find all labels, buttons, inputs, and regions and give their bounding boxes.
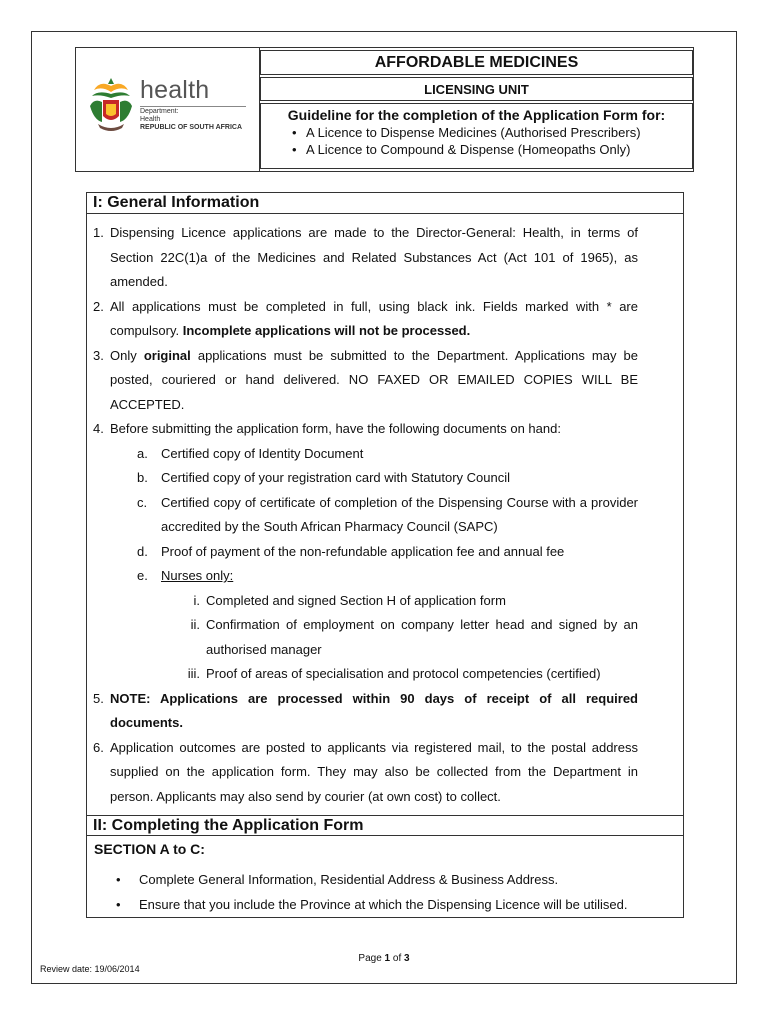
sub-item — [110, 540, 638, 565]
sub-item-letter: d. — [137, 543, 148, 559]
item-number: 3. — [93, 347, 104, 363]
item-number: 4. — [93, 421, 104, 436]
logo-department-label: Department: — [140, 108, 179, 115]
list-item — [93, 687, 638, 736]
content-box — [86, 192, 684, 918]
licence-item: • A Licence to Dispense Medicines (Authorised Prescribers) — [261, 124, 692, 141]
item-text: Dispensing Licence applications are made to the Director-General: Health, in terms of Section 22C(1)a of the Medicines and Related Substances Act (Act 101 of 1965), as amended. — [110, 225, 638, 289]
list-item — [93, 221, 638, 295]
guideline-title: Guideline for the completion of the Application Form for: — [287, 107, 666, 123]
sub-item — [110, 466, 638, 491]
nurses-item-number: ii. — [190, 617, 200, 632]
item-text: applications must be submitted to the Department. Applications may be posted, couriered or hand delivered. NO FAXED OR EMAILED COPIES WILL BE ACCEPTED. — [110, 347, 638, 412]
sub-item-letter: a. — [137, 445, 148, 461]
logo-department-name: Health — [140, 116, 161, 123]
nurses-item-number: i. — [193, 592, 200, 608]
page-prefix: Page — [358, 953, 385, 964]
nurses-item — [110, 589, 638, 614]
sub-item-letter: e. — [137, 568, 148, 583]
item-number: 5. — [93, 690, 104, 706]
document-header — [75, 47, 694, 172]
review-date: Review date: 19/06/2014 — [40, 964, 140, 974]
nurses-only-label: Nurses only: — [161, 568, 234, 583]
licence-list — [261, 124, 692, 158]
sub-item — [110, 564, 638, 589]
bullet-item: • Ensure that you include the Province at which the Dispensing Licence will be utilised. — [139, 897, 628, 912]
sub-item-letter: c. — [137, 494, 148, 510]
item-text: Only — [110, 347, 144, 363]
nurses-item — [110, 662, 638, 687]
item-emphasis: original — [143, 347, 191, 363]
section-a-to-c-heading: SECTION A to C: — [94, 841, 205, 857]
sub-item-text: Certified copy of Identity Document — [161, 445, 364, 461]
item-number: 6. — [93, 739, 104, 755]
list-item — [93, 736, 638, 810]
nurses-item — [110, 613, 638, 662]
sub-item-text: Certified copy of your registration card with Statutory Council — [161, 470, 510, 485]
page-of: of — [390, 953, 405, 964]
nurses-item-text: Proof of areas of specialisation and protocol competencies (certified) — [206, 666, 601, 681]
sub-item — [110, 491, 638, 540]
page-current: 1 — [384, 953, 391, 964]
section-general-information-heading: I: General Information — [87, 193, 683, 214]
bullet-item: • Complete General Information, Residential Address & Business Address. — [139, 872, 558, 887]
list-item — [93, 344, 638, 418]
sub-item-text: Certified copy of certificate of completion of the Dispensing Course with a provider accredited by the South African Pharmacy Council (SAPC) — [161, 494, 638, 534]
logo-wordmark: health — [140, 76, 210, 104]
section-completing-form-heading: II: Completing the Application Form — [87, 815, 683, 836]
unit-title: LICENSING UNIT — [260, 77, 693, 101]
logo-country: REPUBLIC OF SOUTH AFRICA — [140, 124, 243, 131]
item-text: Before submitting the application form, have the following documents on hand: — [110, 421, 561, 436]
logo-cell — [76, 48, 260, 171]
guideline-box — [260, 103, 693, 169]
item-text: All applications must be completed in full, using black ink. Fields marked with * are compulsory. — [110, 298, 638, 338]
item-text: Application outcomes are posted to applicants via registered mail, to the postal address supplied on the application form. They may also be collected from the Department in person. Applicants may also send by courier (at own cost) to collect. — [110, 739, 638, 804]
item-number: 2. — [93, 298, 104, 314]
page-total: 3 — [404, 953, 410, 964]
licence-item: • A Licence to Compound & Dispense (Homeopaths Only) — [261, 141, 692, 158]
item-note-text: NOTE: Applications are processed within 90 days of receipt of all required documents. — [110, 690, 638, 730]
document-title: AFFORDABLE MEDICINES — [260, 50, 693, 75]
sub-item-letter: b. — [137, 470, 148, 485]
general-information-list — [93, 221, 638, 809]
list-item — [93, 417, 638, 442]
coat-of-arms-icon — [88, 76, 134, 134]
logo-divider — [140, 106, 246, 107]
nurses-item-text: Confirmation of employment on company letter head and signed by an authorised manager — [206, 617, 638, 657]
list-item — [93, 295, 638, 344]
item-number: 1. — [93, 225, 104, 240]
sub-item-text: Proof of payment of the non-refundable application fee and annual fee — [161, 543, 565, 559]
sub-item — [110, 442, 638, 467]
page-number — [0, 953, 768, 964]
nurses-item-text: Completed and signed Section H of application form — [206, 592, 506, 608]
item-emphasis: Incomplete applications will not be processed. — [182, 323, 471, 338]
nurses-item-number: iii. — [187, 666, 200, 681]
